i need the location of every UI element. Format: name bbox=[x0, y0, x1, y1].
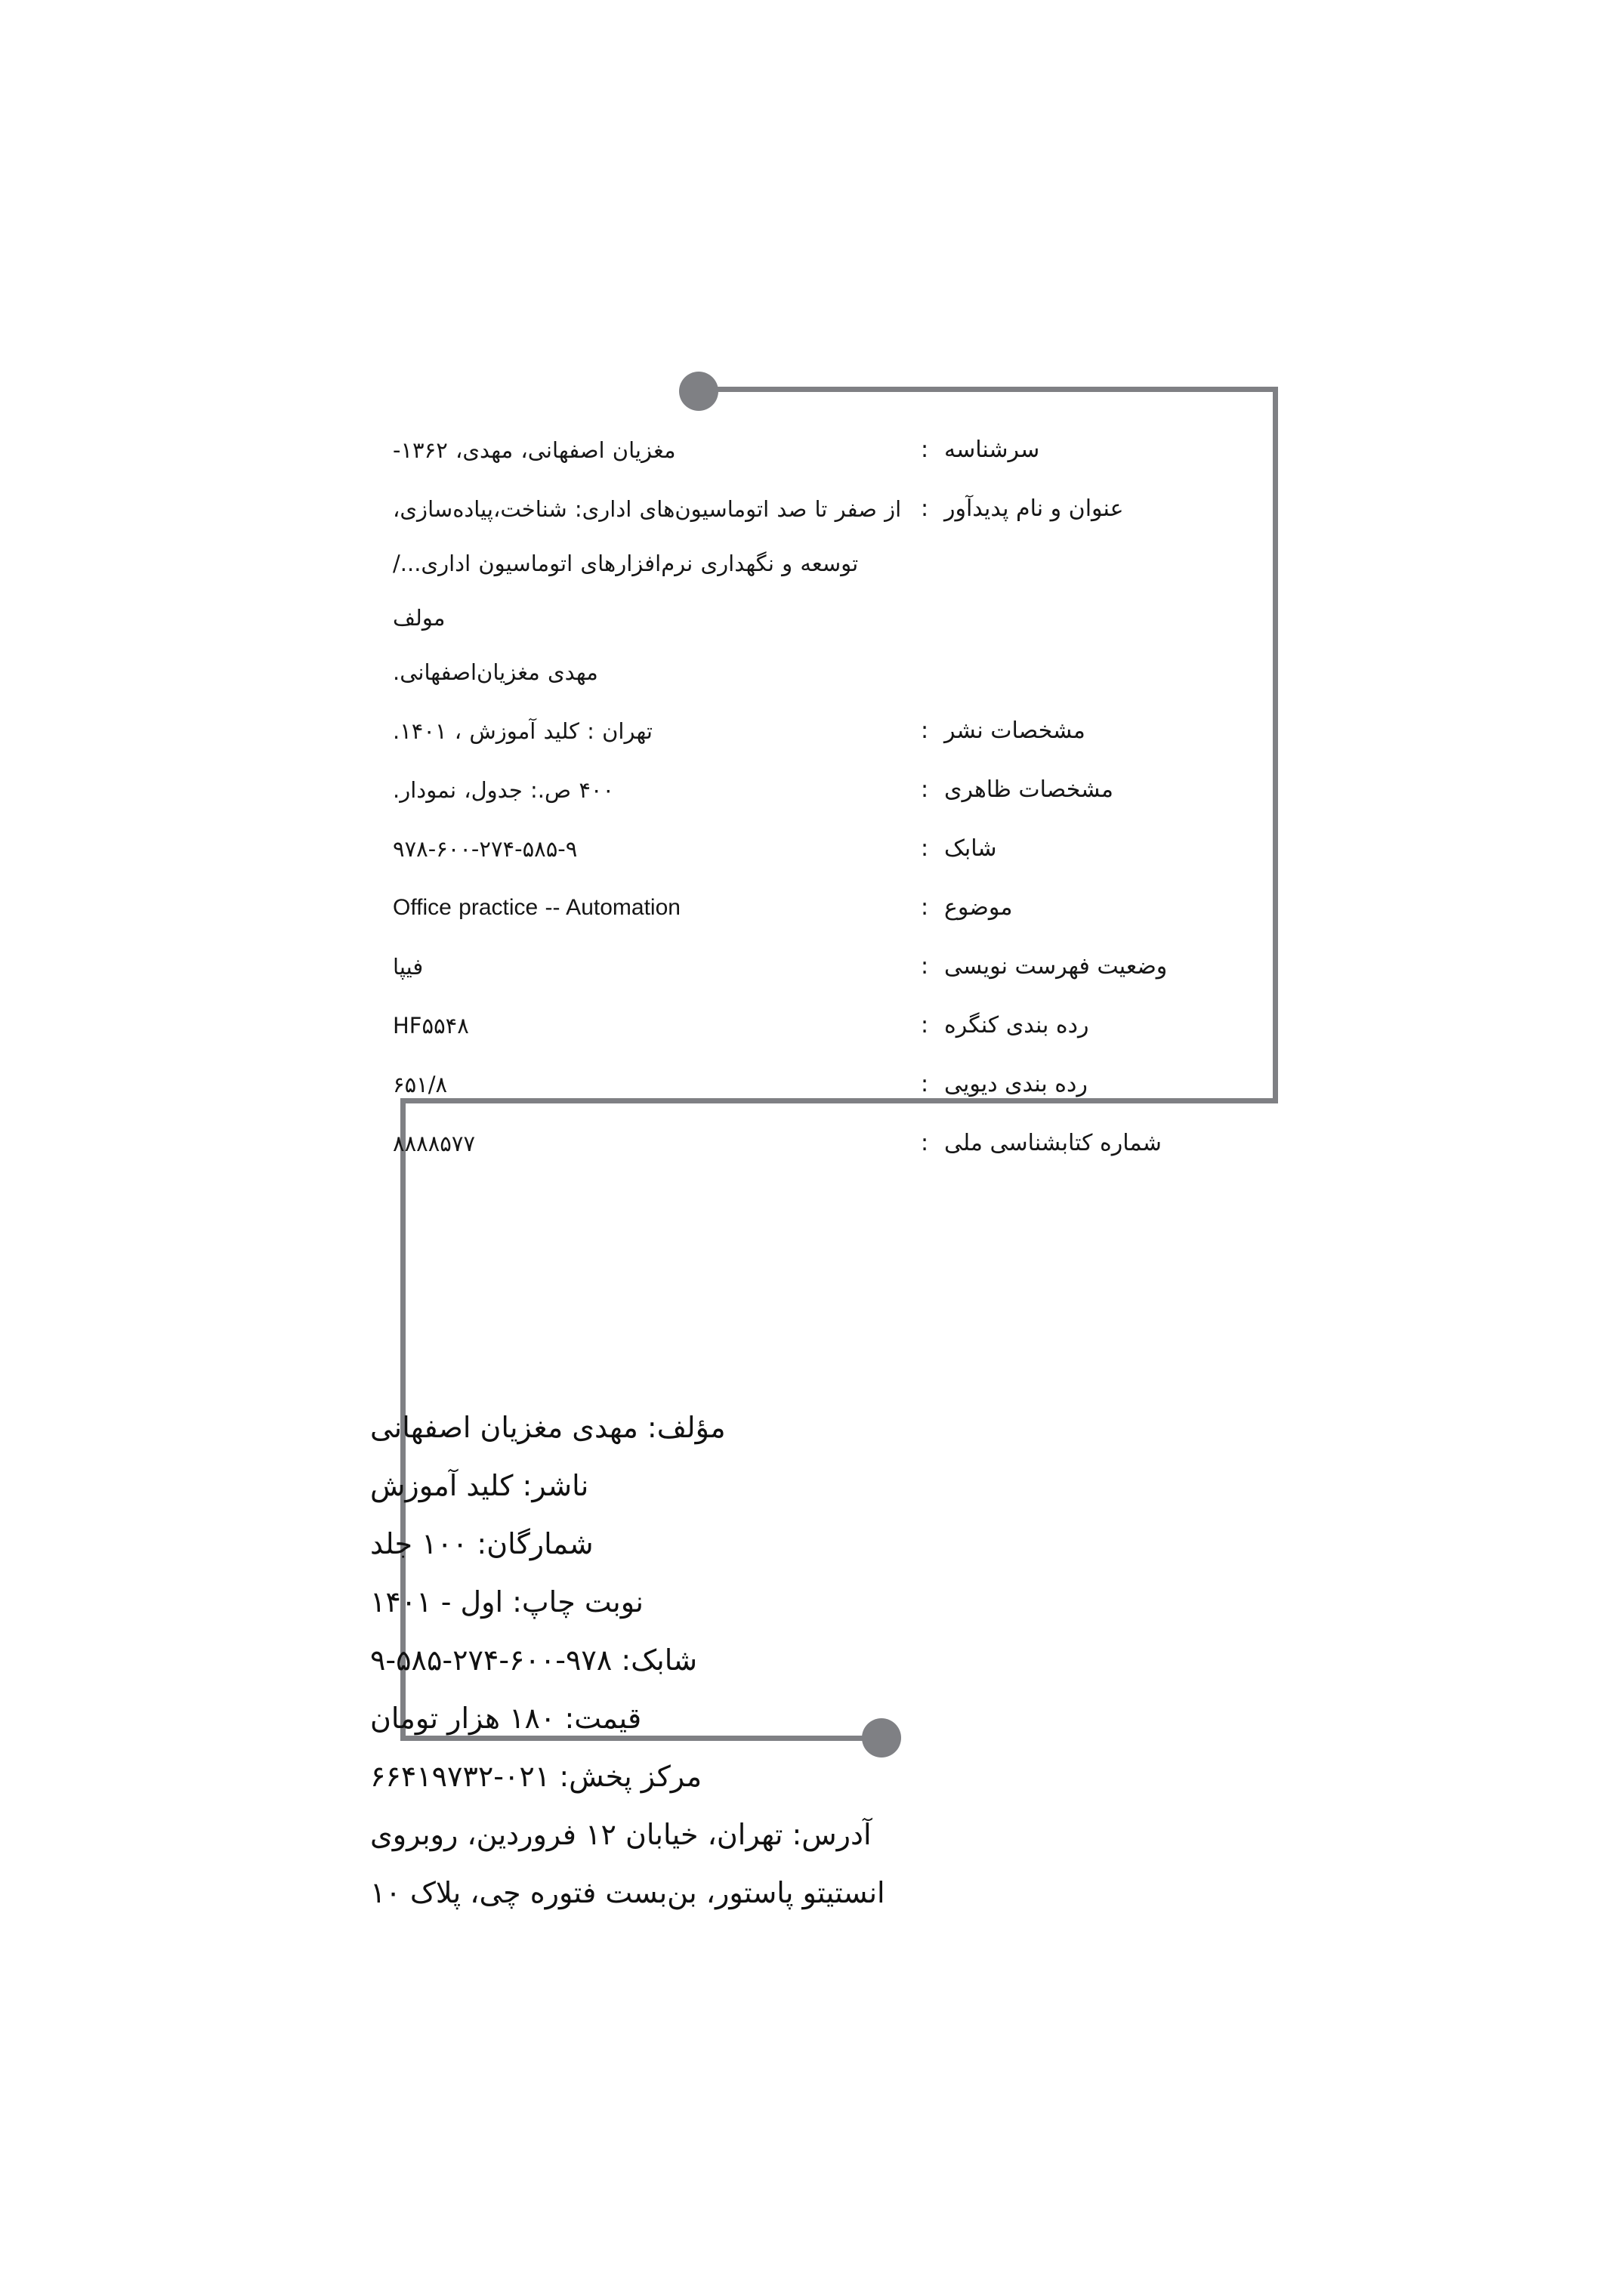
cip-value-line: ۶۵۱/۸ bbox=[393, 1072, 448, 1097]
cip-row bbox=[393, 998, 1269, 1053]
imprint-distribution: مرکز پخش: ۰۲۱-۶۶۴۱۹۷۳۲ bbox=[370, 1760, 702, 1793]
cip-row bbox=[393, 763, 1269, 817]
bracket-line-right bbox=[1273, 387, 1278, 1103]
cip-value-line: Office practice -- Automation bbox=[393, 895, 681, 920]
cip-label-mozu: موضوع bbox=[944, 894, 1013, 921]
cip-value-radebandi-kongereh bbox=[393, 998, 905, 1053]
cip-separator: : bbox=[920, 776, 929, 803]
cip-separator: : bbox=[920, 835, 929, 862]
cip-value-line: توسعه و نگهداری نرم‌افزارهای اتوماسیون اداری.../ مولف bbox=[393, 551, 859, 631]
cip-separator: : bbox=[920, 1130, 929, 1156]
imprint-details bbox=[370, 1399, 1352, 1922]
cip-row bbox=[393, 423, 1269, 477]
cip-value-sarshenaseh bbox=[393, 423, 905, 477]
cip-row bbox=[393, 1116, 1269, 1171]
cip-value-moshakhasat-nashr bbox=[393, 704, 905, 758]
cip-separator: : bbox=[920, 437, 929, 463]
cip-value-line: ۴۰۰ ص.: جدول، نمودار. bbox=[393, 777, 615, 803]
cip-row bbox=[393, 822, 1269, 876]
cip-label-moshakhasat-nashr: مشخصات نشر bbox=[944, 718, 1085, 744]
cip-separator: : bbox=[920, 718, 929, 744]
cip-record bbox=[393, 423, 1269, 1175]
cip-value-line: از صفر تا صد اتوماسیون‌های اداری: شناخت،پیاده‌سازی، bbox=[393, 496, 902, 522]
cip-value-shomareh-ketabshenasi-melli bbox=[393, 1116, 905, 1171]
cip-label-shabak: شابک bbox=[944, 835, 997, 862]
bracket-line-top bbox=[710, 387, 1278, 392]
imprint-address-line-1: آدرس: تهران، خیابان ۱۲ فروردین، روبروی bbox=[370, 1818, 872, 1851]
imprint-publisher: ناشر: کلید آموزش bbox=[370, 1469, 589, 1502]
cip-label-radebandi-dewey: رده بندی دیویی bbox=[944, 1071, 1088, 1097]
cip-value-shabak bbox=[393, 822, 905, 876]
cip-label-vaziat-fehrestnevisi: وضعیت فهرست نویسی bbox=[944, 953, 1168, 980]
cip-value-vaziat-fehrestnevisi bbox=[393, 940, 905, 994]
cip-label-radebandi-kongereh: رده بندی کنگره bbox=[944, 1012, 1089, 1038]
cip-value-line: HF۵۵۴۸ bbox=[393, 1013, 469, 1038]
imprint-address-line-2: انستیتو پاستور، بن‌بست فتوره چی، پلاک ۱۰ bbox=[370, 1876, 885, 1909]
imprint-print-run: شمارگان: ۱۰۰ جلد bbox=[370, 1527, 594, 1560]
imprint-author: مؤلف: مهدی مغزیان اصفهانی bbox=[370, 1411, 726, 1444]
cip-row bbox=[393, 482, 1269, 699]
cip-value-line: مغزیان اصفهانی، مهدی، ۱۳۶۲- bbox=[393, 437, 676, 463]
cip-value-mozu bbox=[393, 881, 905, 935]
cip-label-onvan-padidavar: عنوان و نام پدیدآور bbox=[944, 495, 1124, 522]
cip-separator: : bbox=[920, 894, 929, 921]
imprint-price: قیمت: ۱۸۰ هزار تومان bbox=[370, 1702, 642, 1735]
cip-label-moshakhasat-zaheri: مشخصات ظاهری bbox=[944, 776, 1114, 803]
cip-label-shomareh-ketabshenasi-melli: شماره کتابشناسی ملی bbox=[944, 1130, 1162, 1156]
cip-separator: : bbox=[920, 1071, 929, 1097]
cip-value-line: فیپا bbox=[393, 954, 424, 980]
cip-separator: : bbox=[920, 953, 929, 980]
cip-value-line: تهران : کلید آموزش ، ۱۴۰۱. bbox=[393, 718, 653, 744]
cip-row bbox=[393, 1057, 1269, 1112]
cip-separator: : bbox=[920, 1012, 929, 1038]
cip-value-line: ۸۸۸۸۵۷۷ bbox=[393, 1131, 476, 1156]
cip-value-line: ۹۷۸-۶۰۰-۲۷۴-۵۸۵-۹ bbox=[393, 836, 578, 862]
cip-label-sarshenaseh: سرشناسه bbox=[944, 437, 1040, 463]
cip-value-onvan-padidavar bbox=[393, 482, 905, 699]
imprint-edition: نوبت چاپ: اول - ۱۴۰۱ bbox=[370, 1585, 644, 1619]
cip-value-moshakhasat-zaheri bbox=[393, 763, 905, 817]
cip-row bbox=[393, 940, 1269, 994]
cip-row bbox=[393, 881, 1269, 935]
cip-separator: : bbox=[920, 495, 929, 522]
cip-row bbox=[393, 704, 1269, 758]
imprint-isbn: شابک: ۹۷۸-۶۰۰-۲۷۴-۵۸۵-۹ bbox=[370, 1643, 698, 1677]
cip-value-radebandi-dewey bbox=[393, 1057, 905, 1112]
cip-value-line: مهدی مغزیان‌اصفهانی. bbox=[393, 659, 598, 685]
